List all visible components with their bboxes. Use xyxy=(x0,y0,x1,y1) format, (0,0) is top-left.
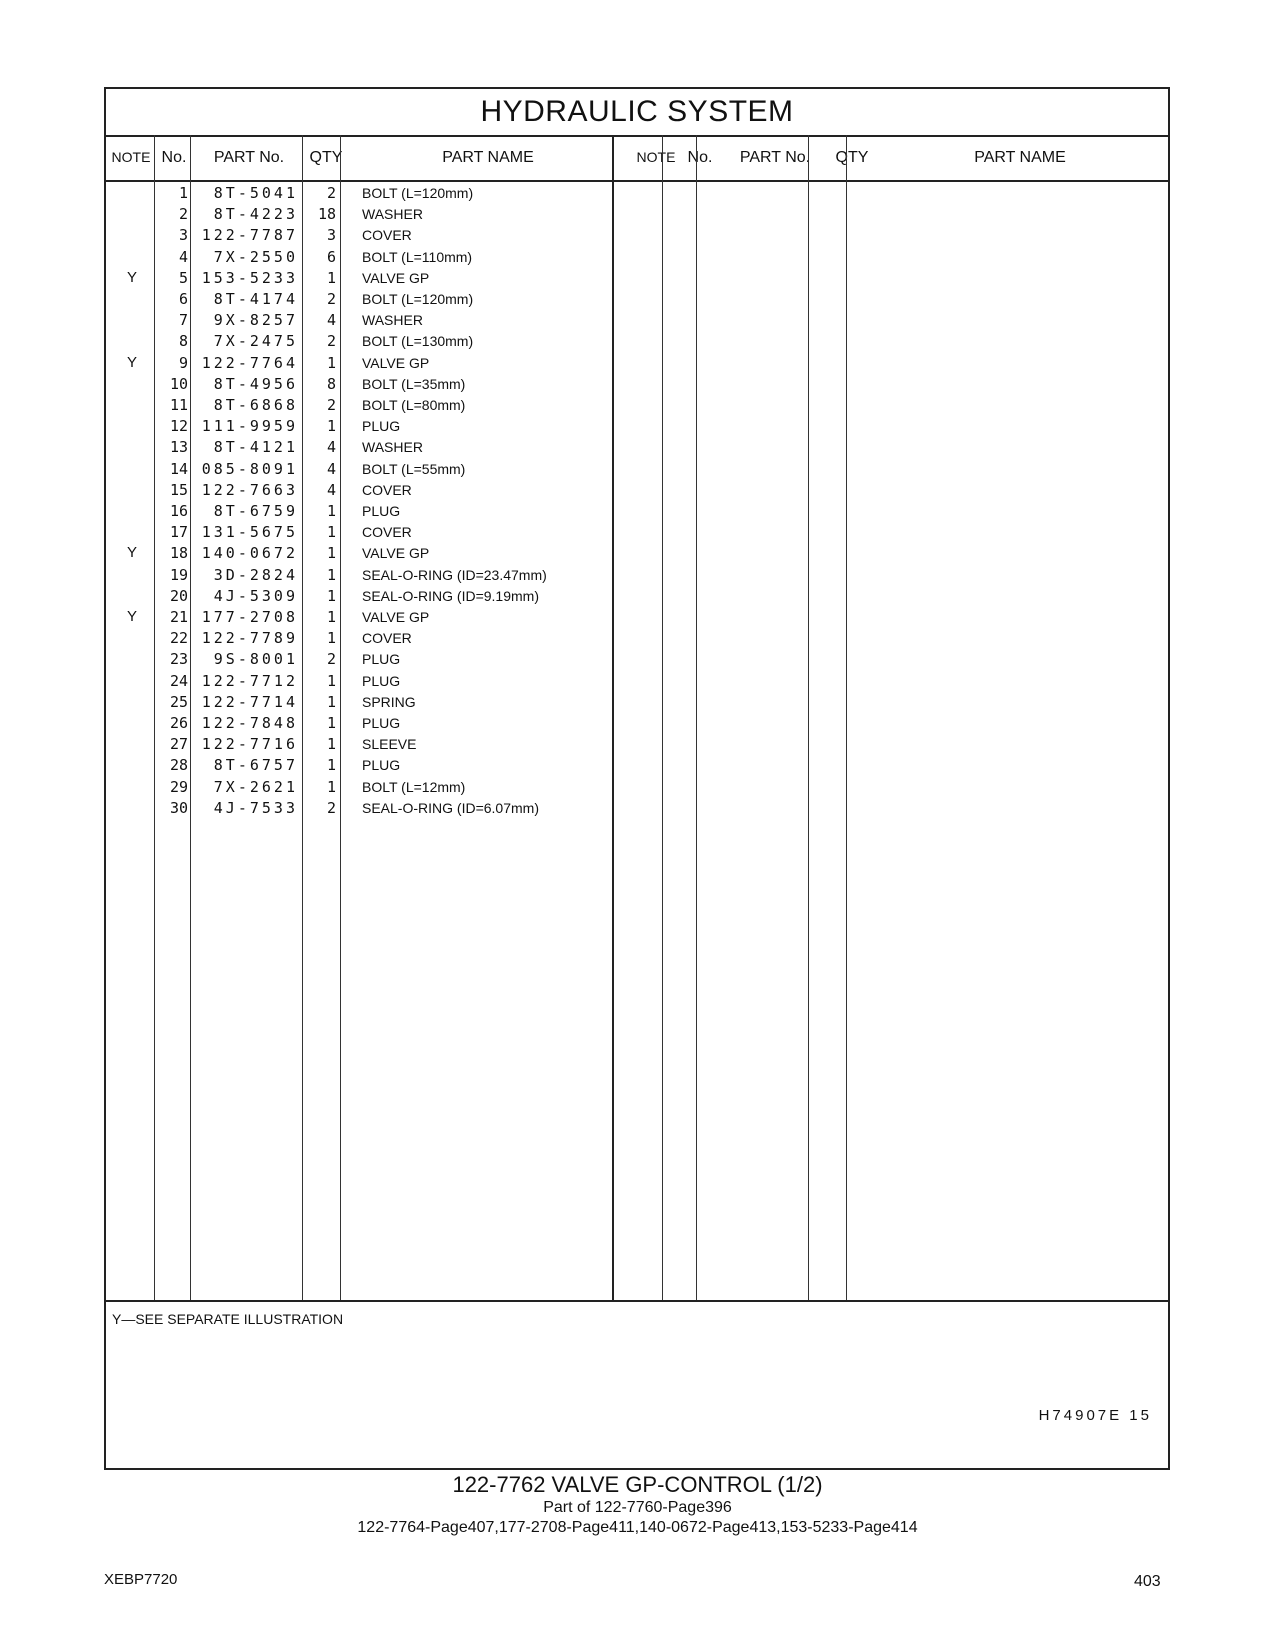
table-row xyxy=(106,733,612,755)
item-number-cell: 8 xyxy=(178,332,188,351)
table-row xyxy=(106,712,612,734)
table-row xyxy=(106,288,612,310)
quantity-cell: 1 xyxy=(326,692,336,711)
quantity-cell: 1 xyxy=(326,523,336,542)
table-row xyxy=(106,606,612,628)
part-name-cell: BOLT (L=120mm) xyxy=(362,291,474,307)
item-number-cell: 21 xyxy=(169,608,188,626)
document-id: XEBP7720 xyxy=(104,1571,178,1588)
table-row xyxy=(106,691,612,713)
part-number-cell: 8T-5041 xyxy=(213,184,298,202)
item-number-cell: 1 xyxy=(178,184,188,202)
part-name-cell: BOLT (L=55mm) xyxy=(362,460,466,477)
part-number-cell: 8T-6757 xyxy=(213,756,298,775)
part-number-cell: 4J-5309 xyxy=(213,586,298,605)
page-number: 403 xyxy=(1134,1573,1161,1590)
quantity-cell: 2 xyxy=(326,396,336,414)
item-number-cell: 25 xyxy=(169,692,188,711)
part-number-cell: 8T-4223 xyxy=(213,205,298,224)
part-number-cell: 122-7787 xyxy=(201,226,298,245)
item-number-cell: 19 xyxy=(169,565,188,584)
table-row xyxy=(106,224,612,246)
part-number-cell: 111-9959 xyxy=(201,417,298,436)
part-name-cell: PLUG xyxy=(362,503,401,519)
table-row xyxy=(106,648,612,670)
part-name-cell: BOLT (L=35mm) xyxy=(362,375,466,392)
part-name-cell: BOLT (L=80mm) xyxy=(362,397,466,413)
part-name-cell: SEAL-O-RING (ID=23.47mm) xyxy=(362,566,547,583)
part-name-cell: COVER xyxy=(362,227,412,244)
part-name-cell: SLEEVE xyxy=(362,736,417,753)
quantity-cell: 1 xyxy=(326,735,336,754)
header-part-name-left: PART NAME xyxy=(442,149,534,166)
header-part-name-right: PART NAME xyxy=(974,149,1066,166)
part-number-cell: 7X-2621 xyxy=(213,777,298,796)
table-row xyxy=(106,564,612,586)
parts-list-frame xyxy=(104,87,1170,1470)
item-number-cell: 16 xyxy=(169,502,188,520)
footnote: Y—SEE SEPARATE ILLUSTRATION xyxy=(112,1311,344,1327)
part-number-cell: 4J-7533 xyxy=(213,798,298,817)
part-number-cell: 3D-2824 xyxy=(213,565,298,584)
part-number-cell: 9X-8257 xyxy=(213,311,298,330)
table-row xyxy=(106,521,612,543)
header-qty-left: QTY xyxy=(309,149,343,166)
part-name-cell: SEAL-O-RING (ID=6.07mm) xyxy=(362,799,539,816)
note-cell: Y xyxy=(126,608,137,625)
table-row xyxy=(106,415,612,437)
table-row xyxy=(106,267,612,289)
table-row xyxy=(106,373,612,395)
quantity-cell: 1 xyxy=(326,417,336,436)
part-number-cell: 8T-4121 xyxy=(213,438,298,457)
table-row xyxy=(106,542,612,564)
quantity-cell: 1 xyxy=(326,502,336,520)
header-qty-right: QTY xyxy=(835,149,869,166)
table-row xyxy=(106,754,612,776)
header-no-left: No. xyxy=(161,149,187,166)
item-number-cell: 11 xyxy=(169,396,188,414)
part-number-cell: 8T-6759 xyxy=(213,502,298,520)
quantity-cell: 2 xyxy=(326,184,336,202)
part-name-cell: VALVE GP xyxy=(362,545,430,562)
item-number-cell: 4 xyxy=(178,247,188,266)
part-name-cell: BOLT (L=120mm) xyxy=(362,185,474,201)
header-no-right: No. xyxy=(687,149,713,166)
item-number-cell: 10 xyxy=(169,374,188,393)
part-name-cell: BOLT (L=110mm) xyxy=(362,248,473,265)
part-number-cell: 140-0672 xyxy=(201,544,298,563)
item-number-cell: 20 xyxy=(169,586,188,605)
part-name-cell: SEAL-O-RING (ID=9.19mm) xyxy=(362,587,539,604)
part-name-cell: VALVE GP xyxy=(362,269,430,286)
quantity-cell: 4 xyxy=(326,311,336,330)
parts-table-body xyxy=(106,182,1168,1300)
part-number-cell: 9S-8001 xyxy=(213,650,298,669)
quantity-cell: 2 xyxy=(326,798,336,817)
quantity-cell: 4 xyxy=(326,459,336,478)
part-name-cell: SPRING xyxy=(362,693,416,710)
part-name-cell: PLUG xyxy=(362,418,401,435)
table-row xyxy=(106,670,612,692)
part-number-cell: 7X-2550 xyxy=(213,247,298,266)
quantity-cell: 6 xyxy=(326,247,336,266)
note-cell: Y xyxy=(126,353,137,371)
part-number-cell: 8T-4174 xyxy=(213,290,298,308)
item-number-cell: 14 xyxy=(169,459,188,478)
table-row xyxy=(106,500,612,522)
quantity-cell: 4 xyxy=(326,438,336,457)
part-name-cell: PLUG xyxy=(362,651,401,668)
part-name-cell: BOLT (L=130mm) xyxy=(362,333,474,350)
table-row xyxy=(106,585,612,607)
section-title: HYDRAULIC SYSTEM xyxy=(106,89,1168,137)
part-name-cell: BOLT (L=12mm) xyxy=(362,778,466,795)
part-name-cell: COVER xyxy=(362,524,412,541)
caption-sub-1: Part of 122-7760-Page396 xyxy=(543,1499,732,1516)
quantity-cell: 3 xyxy=(326,226,336,245)
quantity-cell: 1 xyxy=(326,714,336,732)
table-row xyxy=(106,182,612,204)
table-row xyxy=(106,776,612,798)
part-number-cell: 8T-6868 xyxy=(213,396,298,414)
item-number-cell: 22 xyxy=(169,629,188,648)
item-number-cell: 6 xyxy=(178,290,188,308)
part-number-cell: 122-7764 xyxy=(201,353,298,372)
table-header xyxy=(106,135,1168,182)
table-row xyxy=(106,203,612,225)
note-cell: Y xyxy=(126,544,137,562)
reference-code: H74907E 15 xyxy=(1038,1407,1152,1424)
quantity-cell: 2 xyxy=(326,650,336,669)
table-row xyxy=(106,246,612,268)
quantity-cell: 18 xyxy=(317,205,336,224)
table-row xyxy=(106,309,612,331)
quantity-cell: 1 xyxy=(326,544,336,563)
item-number-cell: 9 xyxy=(178,353,188,372)
part-name-cell: VALVE GP xyxy=(362,354,430,371)
item-number-cell: 18 xyxy=(169,544,188,563)
part-name-cell: WASHER xyxy=(362,206,423,223)
part-name-cell: PLUG xyxy=(362,715,401,731)
part-number-cell: 7X-2475 xyxy=(213,332,298,351)
item-number-cell: 24 xyxy=(169,671,188,690)
item-number-cell: 12 xyxy=(169,417,188,436)
quantity-cell: 2 xyxy=(326,332,336,351)
part-name-cell: WASHER xyxy=(362,312,423,329)
header-part-no-right: PART No. xyxy=(739,149,811,166)
item-number-cell: 23 xyxy=(169,650,188,669)
item-number-cell: 30 xyxy=(169,798,188,817)
part-name-cell: COVER xyxy=(362,481,412,498)
part-number-cell: 122-7716 xyxy=(201,735,298,754)
quantity-cell: 1 xyxy=(326,565,336,584)
part-number-cell: 122-7712 xyxy=(201,671,298,690)
item-number-cell: 7 xyxy=(178,311,188,330)
caption-main: 122-7762 VALVE GP-CONTROL (1/2) xyxy=(452,1472,823,1497)
table-row xyxy=(106,458,612,480)
part-number-cell: 122-7714 xyxy=(201,692,298,711)
quantity-cell: 8 xyxy=(326,374,336,393)
item-number-cell: 15 xyxy=(169,480,188,499)
item-number-cell: 26 xyxy=(169,714,188,732)
quantity-cell: 1 xyxy=(326,586,336,605)
table-row xyxy=(106,330,612,352)
quantity-cell: 1 xyxy=(326,268,336,287)
quantity-cell: 4 xyxy=(326,480,336,499)
table-row xyxy=(106,479,612,501)
item-number-cell: 13 xyxy=(169,438,188,457)
part-name-cell: COVER xyxy=(362,630,412,647)
part-name-cell: PLUG xyxy=(362,757,401,774)
header-note-left: NOTE xyxy=(111,149,151,165)
table-row xyxy=(106,352,612,374)
note-cell: Y xyxy=(126,268,137,286)
part-number-cell: 122-7789 xyxy=(201,629,298,648)
header-part-no-left: PART No. xyxy=(213,149,285,166)
part-number-cell: 122-7848 xyxy=(201,714,298,732)
part-number-cell: 131-5675 xyxy=(201,523,298,542)
part-name-cell: PLUG xyxy=(362,672,401,689)
part-name-cell: WASHER xyxy=(362,439,423,456)
quantity-cell: 1 xyxy=(326,777,336,796)
item-number-cell: 5 xyxy=(178,268,188,287)
table-row xyxy=(106,436,612,458)
quantity-cell: 1 xyxy=(326,608,336,626)
quantity-cell: 2 xyxy=(326,290,336,308)
quantity-cell: 1 xyxy=(326,756,336,775)
item-number-cell: 27 xyxy=(169,735,188,754)
header-note-right: NOTE xyxy=(636,149,676,165)
item-number-cell: 29 xyxy=(169,777,188,796)
part-number-cell: 122-7663 xyxy=(201,480,298,499)
table-row xyxy=(106,627,612,649)
part-name-cell: VALVE GP xyxy=(362,609,430,625)
item-number-cell: 28 xyxy=(169,756,188,775)
table-row xyxy=(106,394,612,416)
quantity-cell: 1 xyxy=(326,629,336,648)
caption-sub-2: 122-7764-Page407,177-2708-Page411,140-0672-Page413,153-5233-Page414 xyxy=(357,1519,918,1536)
item-number-cell: 17 xyxy=(169,523,188,542)
quantity-cell: 1 xyxy=(326,671,336,690)
item-number-cell: 3 xyxy=(178,226,188,245)
part-number-cell: 085-8091 xyxy=(201,459,298,478)
table-row xyxy=(106,797,612,819)
part-number-cell: 177-2708 xyxy=(201,608,298,626)
footer-divider xyxy=(106,1300,1168,1302)
quantity-cell: 1 xyxy=(326,353,336,372)
part-number-cell: 153-5233 xyxy=(201,268,298,287)
item-number-cell: 2 xyxy=(178,205,188,224)
part-number-cell: 8T-4956 xyxy=(213,374,298,393)
